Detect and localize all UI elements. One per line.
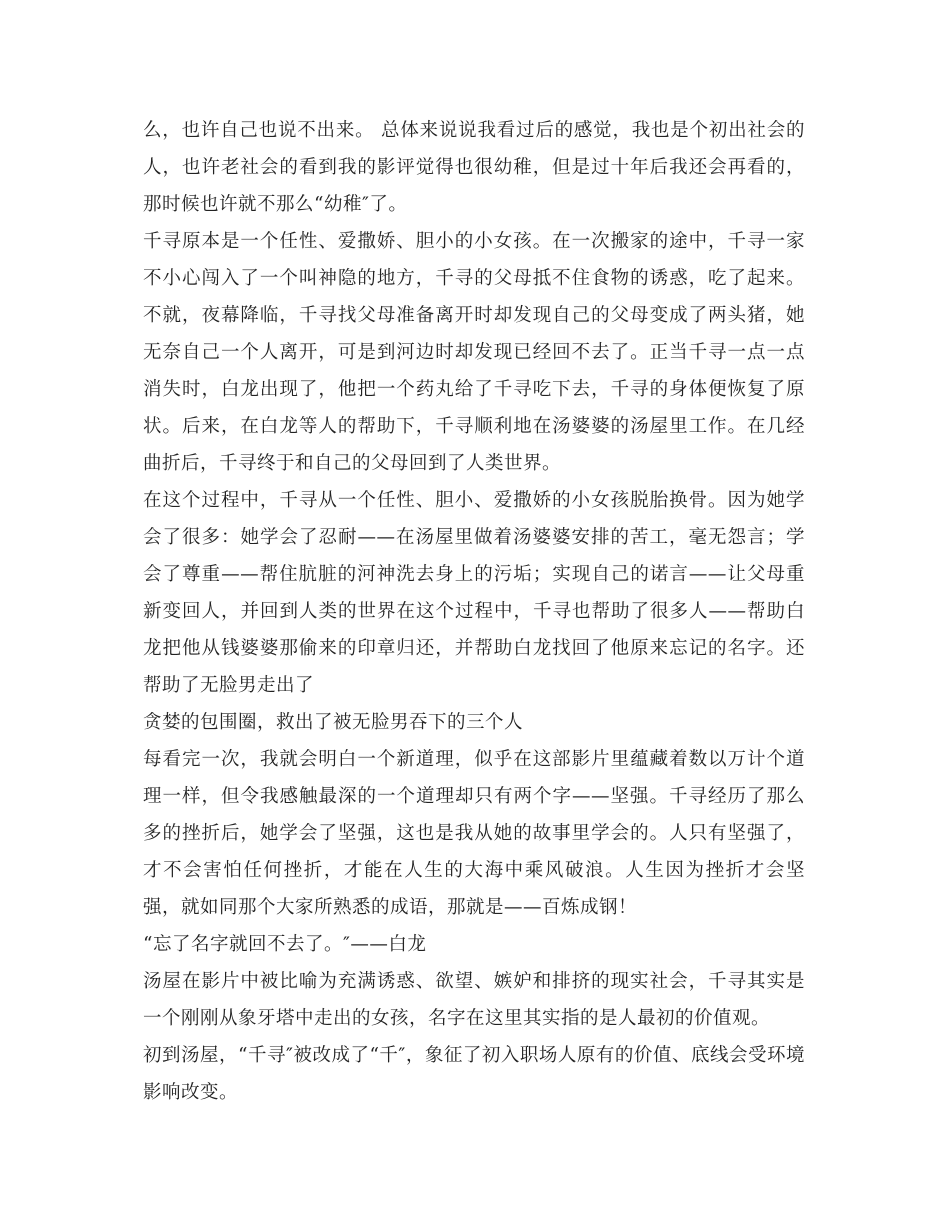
paragraph-5: 每看完一次，我就会明白一个新道理，似乎在这部影片里蕴藏着数以万计个道理一样，但令我感触最深的一个道理却只有两个字——坚强。千寻经历了那么多的挫折后，她学会了坚强，这也是我从她的故事里学会的。人只有坚强了，才不会害怕任何挫折，才能在人生的大海中乘风破浪。人生因为挫折才会坚强，就如同那个大家所熟悉的成语，那就是——百炼成钢！ [143, 749, 805, 918]
document-body [143, 112, 805, 1111]
paragraph-2: 千寻原本是一个任性、爱撒娇、胆小的小女孩。在一次搬家的途中，千寻一家不小心闯入了一个叫神隐的地方，千寻的父母抵不住食物的诱惑，吃了起来。不就，夜幕降临，千寻找父母准备离开时却发现自己的父母变成了两头猪，她无奈自己一个人离开，可是到河边时却发现已经回不去了。正当千寻一点一点消失时，白龙出现了，他把一个药丸给了千寻吃下去，千寻的身体便恢复了原状。后来，在白龙等人的帮助下，千寻顺利地在汤婆婆的汤屋里工作。在几经曲折后，千寻终于和自己的父母回到了人类世界。 [143, 231, 805, 474]
paragraph-6-quote: “忘了名字就回不去了。″——白龙 [143, 934, 427, 955]
paragraph-4: 贪婪的包围圈，救出了被无脸男吞下的三个人 [143, 712, 524, 733]
paragraph-8: 初到汤屋，“千寻″被改成了“千″，象征了初入职场人原有的价值、底线会受环境影响改变。 [143, 1045, 805, 1103]
paragraph-7: 汤屋在影片中被比喻为充满诱惑、欲望、嫉妒和排挤的现实社会，千寻其实是一个刚刚从象牙塔中走出的女孩，名字在这里其实指的是人最初的价值观。 [143, 971, 805, 1029]
paragraph-1: 么，也许自己也说不出来。 总体来说说我看过后的感觉，我也是个初出社会的人，也许老社会的看到我的影评觉得也很幼稚，但是过十年后我还会再看的，那时候也许就不那么“幼稚″了。 [143, 120, 805, 215]
paragraph-3: 在这个过程中，千寻从一个任性、胆小、爱撒娇的小女孩脱胎换骨。因为她学会了很多：她学会了忍耐——在汤屋里做着汤婆婆安排的苦工，毫无怨言；学会了尊重——帮住肮脏的河神洗去身上的污垢；实现自己的诺言——让父母重新变回人，并回到人类的世界在这个过程中，千寻也帮助了很多人——帮助白龙把他从钱婆婆那偷来的印章归还，并帮助白龙找回了他原来忘记的名字。还帮助了无脸男走出了 [143, 490, 805, 696]
